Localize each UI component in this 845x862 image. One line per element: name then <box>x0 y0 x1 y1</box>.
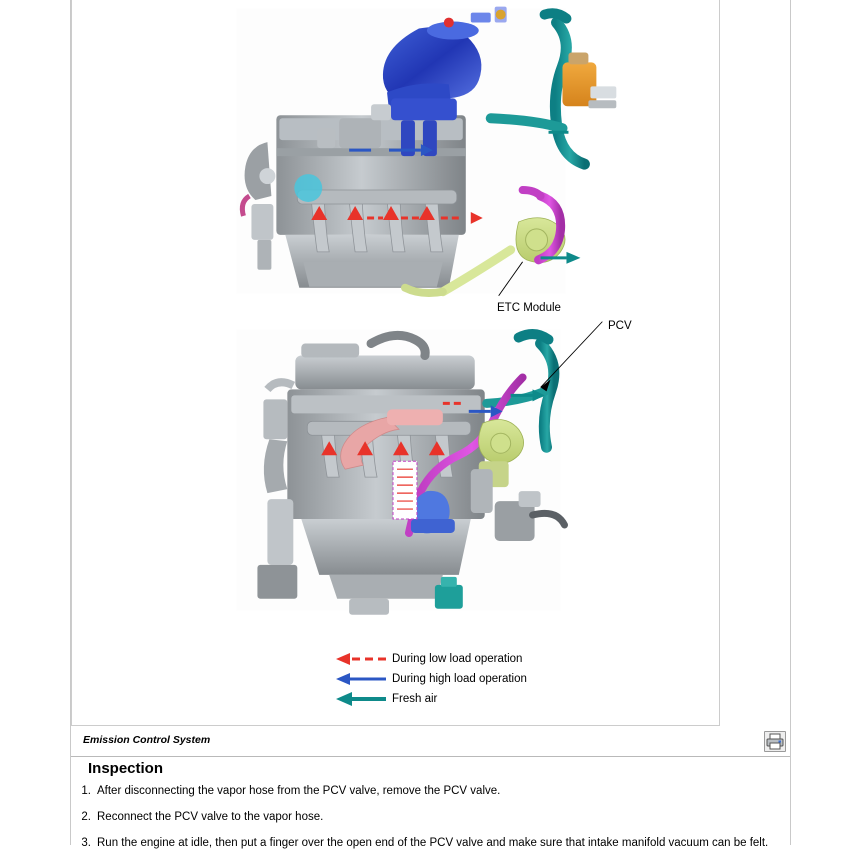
page-title: Inspection <box>88 760 164 777</box>
figure-footer-bar <box>71 727 790 757</box>
engine-illustration-bottom <box>236 330 564 615</box>
legend-arrow-high-load <box>320 672 386 686</box>
legend-arrow-fresh-air <box>320 692 386 706</box>
legend-item-high-load <box>320 669 650 688</box>
list-item <box>71 836 790 851</box>
legend-label-high-load: During high load operation <box>392 672 527 685</box>
engine-diagram <box>72 0 719 725</box>
instruction-list <box>71 784 790 862</box>
print-button[interactable] <box>764 731 786 752</box>
callout-etc-module: ETC Module <box>497 302 561 314</box>
engine-illustration-top <box>236 7 616 294</box>
printer-icon <box>765 732 785 751</box>
legend-item-low-load <box>320 649 650 668</box>
figure-panel <box>71 0 720 726</box>
list-item <box>71 810 790 825</box>
list-item <box>71 784 790 799</box>
legend-label-low-load: During low load operation <box>392 652 523 665</box>
step-number: 1. <box>81 785 91 797</box>
right-margin-rule <box>790 0 791 845</box>
step-text: After disconnecting the vapor hose from the PCV valve, remove the PCV valve. <box>97 785 501 797</box>
step-text: Run the engine at idle, then put a finger over the open end of the PCV valve and make sure that intake manifold vacuum can be felt. <box>97 837 769 849</box>
legend-item-fresh-air <box>320 689 650 708</box>
legend-arrow-low-load <box>320 652 386 666</box>
callout-pcv: PCV <box>608 320 632 332</box>
legend-label-fresh-air: Fresh air <box>392 692 438 705</box>
step-number: 3. <box>81 837 91 849</box>
step-number: 2. <box>81 811 91 823</box>
step-text: Reconnect the PCV valve to the vapor hose. <box>97 811 324 823</box>
footer-title: Emission Control System <box>83 734 211 746</box>
figure-legend <box>320 649 650 709</box>
